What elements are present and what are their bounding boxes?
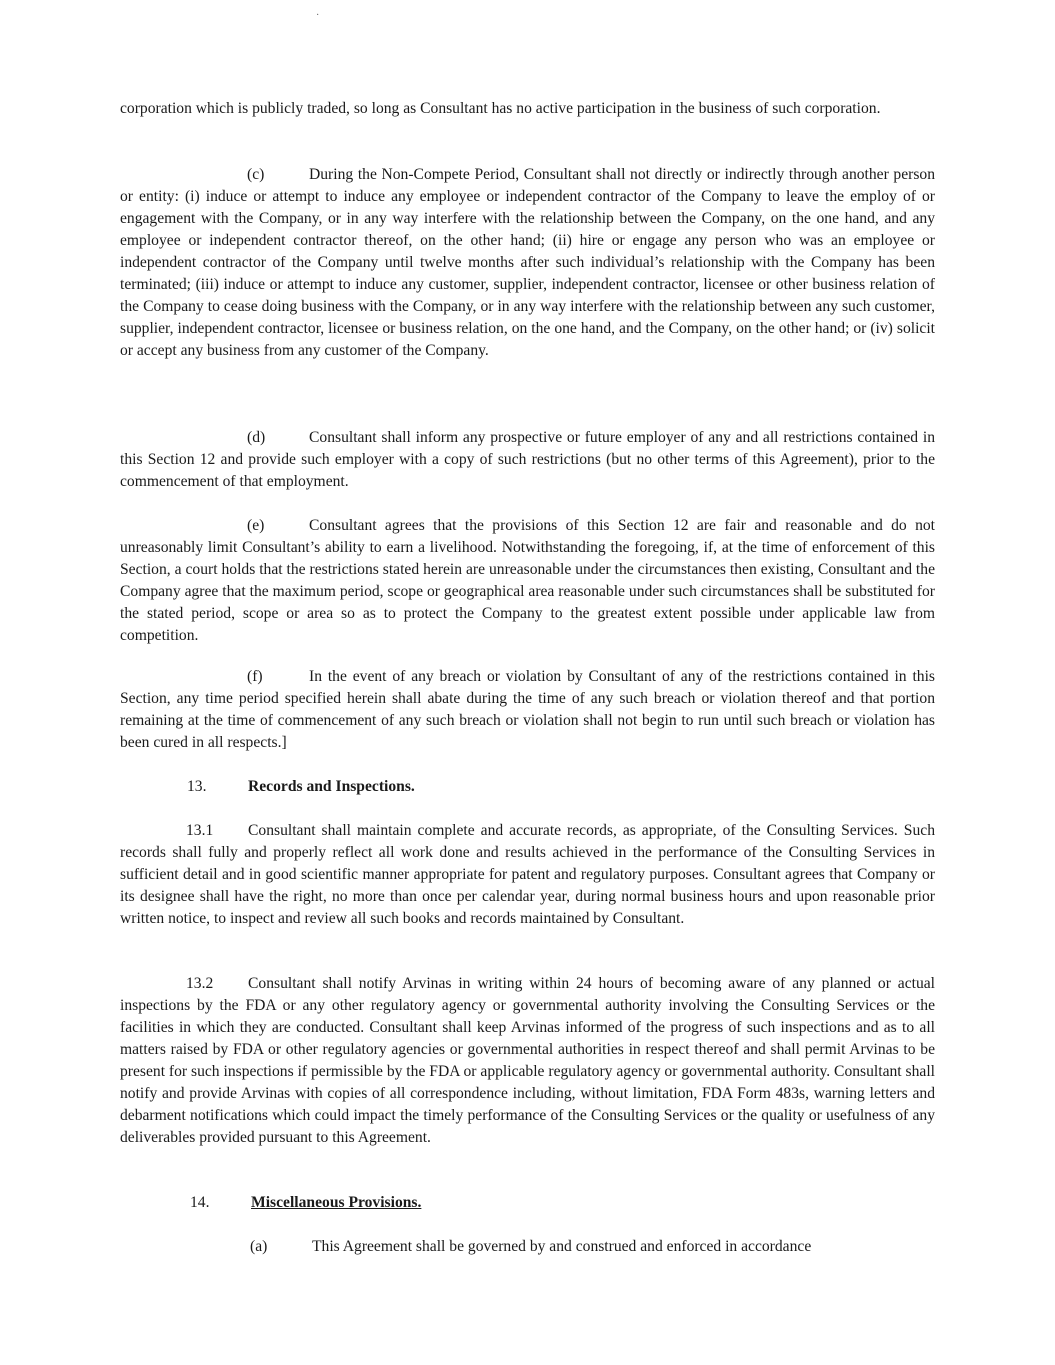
paragraph-continuation [120, 98, 935, 120]
section-number: 14. [190, 1194, 210, 1211]
paragraph-13-2 [120, 973, 935, 1149]
paragraph-label: 13.1 [186, 822, 214, 839]
paragraph-13-1 [120, 820, 935, 930]
section-title: Miscellaneous Provisions. [251, 1194, 422, 1211]
section-13-heading [187, 776, 415, 798]
paragraph-d [120, 427, 935, 493]
paragraph-c [120, 164, 935, 362]
paragraph-text: Consultant shall notify Arvinas in writing within 24 hours of becoming aware of any planned or actual inspections by the FDA or any other regulatory agency or governmental authority involving the Consulting Services or the facilities in which they are conducted. Consultant shall keep Arvinas informed of the progress of such inspections and as to all matters raised by FDA or other regulatory agencies or governmental authorities in respect thereof and shall permit Arvinas to be present for such inspections if permissible by the FDA or applicable regulatory agency or governmental authority. Consultant shall notify and provide Arvinas with copies of all correspondence including, without limitation, FDA Form 483s, warning letters and debarment notifications which could impact the timely performance of the Consulting Services or the quality or usefulness of any deliverables provided pursuant to this Agreement. [120, 975, 935, 1146]
paragraph-text: Consultant shall maintain complete and accurate records, as appropriate, of the Consulting Services. Such records shall fully and properly reflect all work done and results achieved in the performance of the Consulting Services in sufficient detail and in good scientific manner appropriate for patent and regulatory purposes. Consultant agrees that Company or its designee shall have the right, no more than once per calendar year, during normal business hours and upon reasonable prior written notice, to inspect and review all such books and records maintained by Consultant. [120, 822, 935, 927]
paragraph-text: Consultant agrees that the provisions of this Section 12 are fair and reasonable and do not unreasonably limit Consultant’s ability to earn a livelihood. Notwithstanding the foregoing, if, at the time of enforcement of this Section, a court holds that the restrictions stated herein are unreasonable under the circumstances then existing, Consultant and the Company agree that the maximum period, scope or geographical area reasonable under such circumstances shall be substituted for the stated period, scope or area so as to protect the Company to the greatest extent possible under applicable law from competition. [120, 517, 935, 644]
paragraph-label: (d) [247, 429, 266, 446]
paragraph-label: (e) [247, 517, 265, 534]
paragraph-label: (f) [247, 668, 263, 685]
paragraph-label: (a) [250, 1238, 268, 1255]
paragraph-label: (c) [247, 166, 265, 183]
paragraph-text: corporation which is publicly traded, so long as Consultant has no active participation in the business of such corporation. [120, 100, 881, 117]
paragraph-e [120, 515, 935, 647]
section-title: Records and Inspections. [248, 778, 415, 795]
scan-mark: · [316, 10, 320, 21]
section-number: 13. [187, 778, 207, 795]
paragraph-label: 13.2 [186, 975, 214, 992]
paragraph-text: In the event of any breach or violation by Consultant of any of the restrictions contained in this Section, any time period specified herein shall abate during the time of any such breach or violation thereof and that portion remaining at the time of commencement of any such breach or violation shall not begin to run until such breach or violation has been cured in all respects.] [120, 668, 935, 751]
paragraph-text: During the Non-Compete Period, Consultant shall not directly or indirectly through another person or entity: (i) induce or attempt to induce any employee or independent contractor of the Company to leave the employ of or engagement with the Company, or in any way interfere with the relationship between the Company, on the one hand, and any employee or independent contractor thereof, on the other hand; (ii) hire or engage any person who was an employee or independent contractor of the Company until twelve months after such individual’s relationship with the Company has been terminated; (iii) induce or attempt to induce any customer, supplier, independent contractor, licensee or other business relation of the Company to cease doing business with the Company, or in any way interfere with the relationship between any such customer, supplier, independent contractor, licensee or business relation, on the one hand, and the Company, on the other hand; or (iv) solicit or accept any business from any customer of the Company. [120, 166, 935, 359]
paragraph-f [120, 666, 935, 754]
section-14-heading [190, 1192, 421, 1214]
paragraph-14-a [250, 1236, 940, 1258]
paragraph-text: Consultant shall inform any prospective or future employer of any and all restrictions contained in this Section 12 and provide such employer with a copy of such restrictions (but no other terms of this Agreement), prior to the commencement of that employment. [120, 429, 935, 490]
paragraph-text: This Agreement shall be governed by and construed and enforced in accordance [312, 1238, 812, 1255]
